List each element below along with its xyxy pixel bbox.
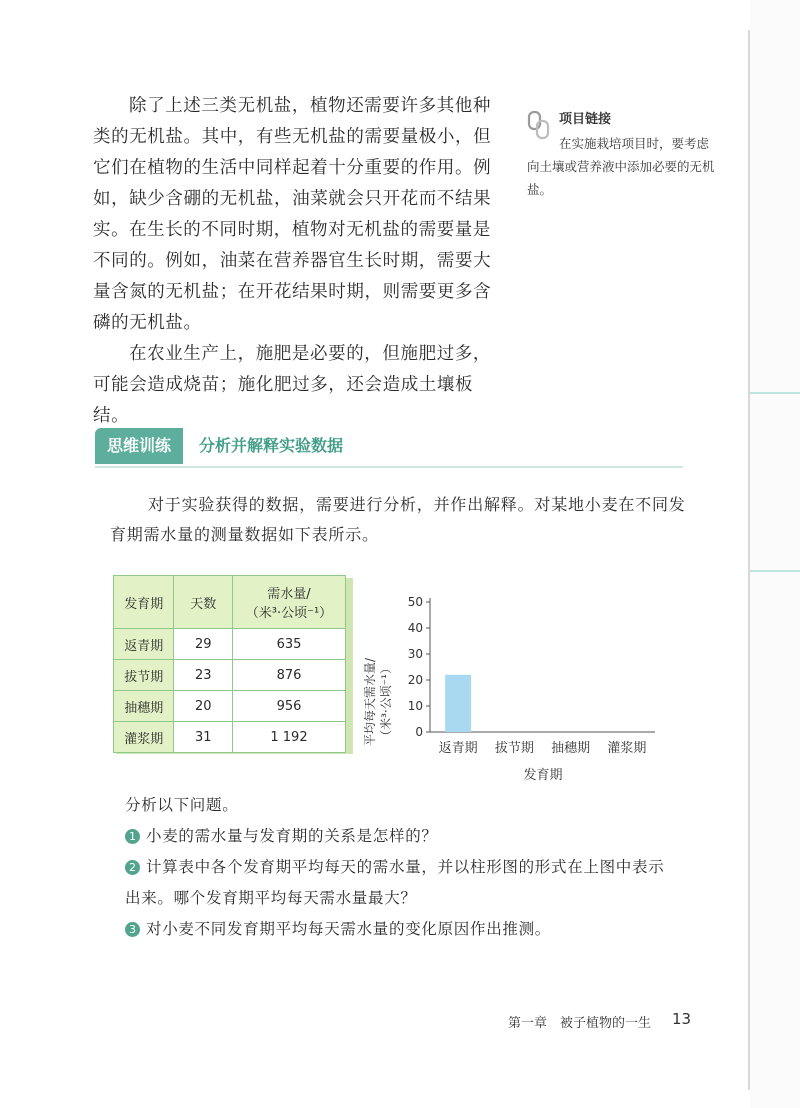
section-title: 分析并解释实验数据: [199, 436, 344, 455]
header-days: 天数: [174, 576, 233, 629]
cell-stage: 返青期: [114, 629, 174, 660]
paragraph-1: 除了上述三类无机盐，植物还需要许多其他种类的无机盐。其中，有些无机盐的需要量极小，但它们在植物的生活中同样起着十分重要的作用。例如，缺少含硼的无机盐，油菜就会只开花而不结果实。: [93, 96, 492, 240]
number-badge: 1: [125, 829, 140, 844]
question-3: 3 对小麦不同发育期平均每天需水量的变化原因作出推测。: [125, 914, 685, 945]
questions-block: [125, 790, 685, 945]
x-axis-label: 发育期: [523, 768, 563, 783]
cell-water: 876: [232, 660, 345, 691]
table-header-row: [114, 576, 346, 629]
x-tick-label: 拔节期: [494, 741, 534, 756]
number-badge: 3: [125, 922, 140, 937]
y-axis-unit: （米³·公顷⁻¹）: [379, 662, 393, 742]
number-badge: 2: [125, 860, 140, 875]
chapter-title: 第一章 被子植物的一生: [508, 1016, 652, 1031]
header-stage: 发育期: [114, 576, 174, 629]
daily-water-bar-chart: [350, 590, 670, 790]
page-gutter-line: [748, 30, 750, 1090]
page-edge-mark: [750, 392, 800, 394]
y-tick-label: 10: [407, 699, 423, 713]
y-tick-label: 0: [415, 725, 423, 739]
cell-days: 23: [174, 660, 233, 691]
cell-water: 1 192: [232, 722, 345, 753]
x-tick-label: 抽穗期: [551, 741, 591, 756]
cell-days: 20: [174, 691, 233, 722]
paragraph-2: 在生长的不同时期，植物对无机盐的需要量是不同的。例如，油菜在营养器官生长时期，需要大量含氮的无机盐；在开花结果时期，则需要更多含磷的无机盐。: [93, 220, 492, 333]
cell-stage: 抽穗期: [114, 691, 174, 722]
cell-stage: 拔节期: [114, 660, 174, 691]
x-tick-label: 灌浆期: [607, 741, 647, 756]
questions-lead: 分析以下问题。: [125, 796, 239, 814]
bar-1: [445, 675, 471, 732]
y-tick-label: 20: [407, 673, 423, 687]
paragraph-3: 在农业生产上，施肥是必要的，但施肥过多，可能会造成烧苗；施化肥过多，还会造成土壤板结。: [93, 344, 491, 426]
y-axis-label: 平均每天需水量/: [363, 657, 377, 747]
intro-text: 对于实验获得的数据，需要进行分析，并作出解释。对某地小麦在不同发育期需水量的测量数据如下表所示。: [110, 495, 686, 544]
page-edge: [750, 0, 800, 1108]
cell-days: 29: [174, 629, 233, 660]
y-tick-label: 50: [407, 595, 423, 609]
x-tick-label: 返青期: [438, 741, 478, 756]
header-water: 需水量/ （米³·公顷⁻¹）: [232, 576, 345, 629]
cell-water: 956: [232, 691, 345, 722]
note-title: 项目链接: [559, 112, 612, 127]
table-row: [114, 629, 346, 660]
cell-days: 31: [174, 722, 233, 753]
y-tick-label: 40: [407, 621, 423, 635]
table-row: [114, 722, 346, 753]
question-2: 2 计算表中各个发育期平均每天的需水量，并以柱形图的形式在上图中表示出来。哪个发育期平均每天需水量最大？: [125, 858, 665, 907]
water-demand-table: [113, 575, 346, 753]
y-tick-label: 30: [407, 647, 423, 661]
section-tag: 思维训练: [95, 428, 183, 464]
thinking-training-header: [95, 428, 683, 468]
cell-water: 635: [232, 629, 345, 660]
cell-stage: 灌浆期: [114, 722, 174, 753]
table-row: [114, 660, 346, 691]
page-edge-mark: [750, 570, 800, 572]
page-number: 13: [672, 1010, 692, 1028]
table-row: [114, 691, 346, 722]
note-text: 在实施栽培项目时，要考虑向土壤或营养液中添加必要的无机盐。: [527, 136, 715, 197]
question-1: 1 小麦的需水量与发育期的关系是怎样的？: [125, 821, 685, 852]
